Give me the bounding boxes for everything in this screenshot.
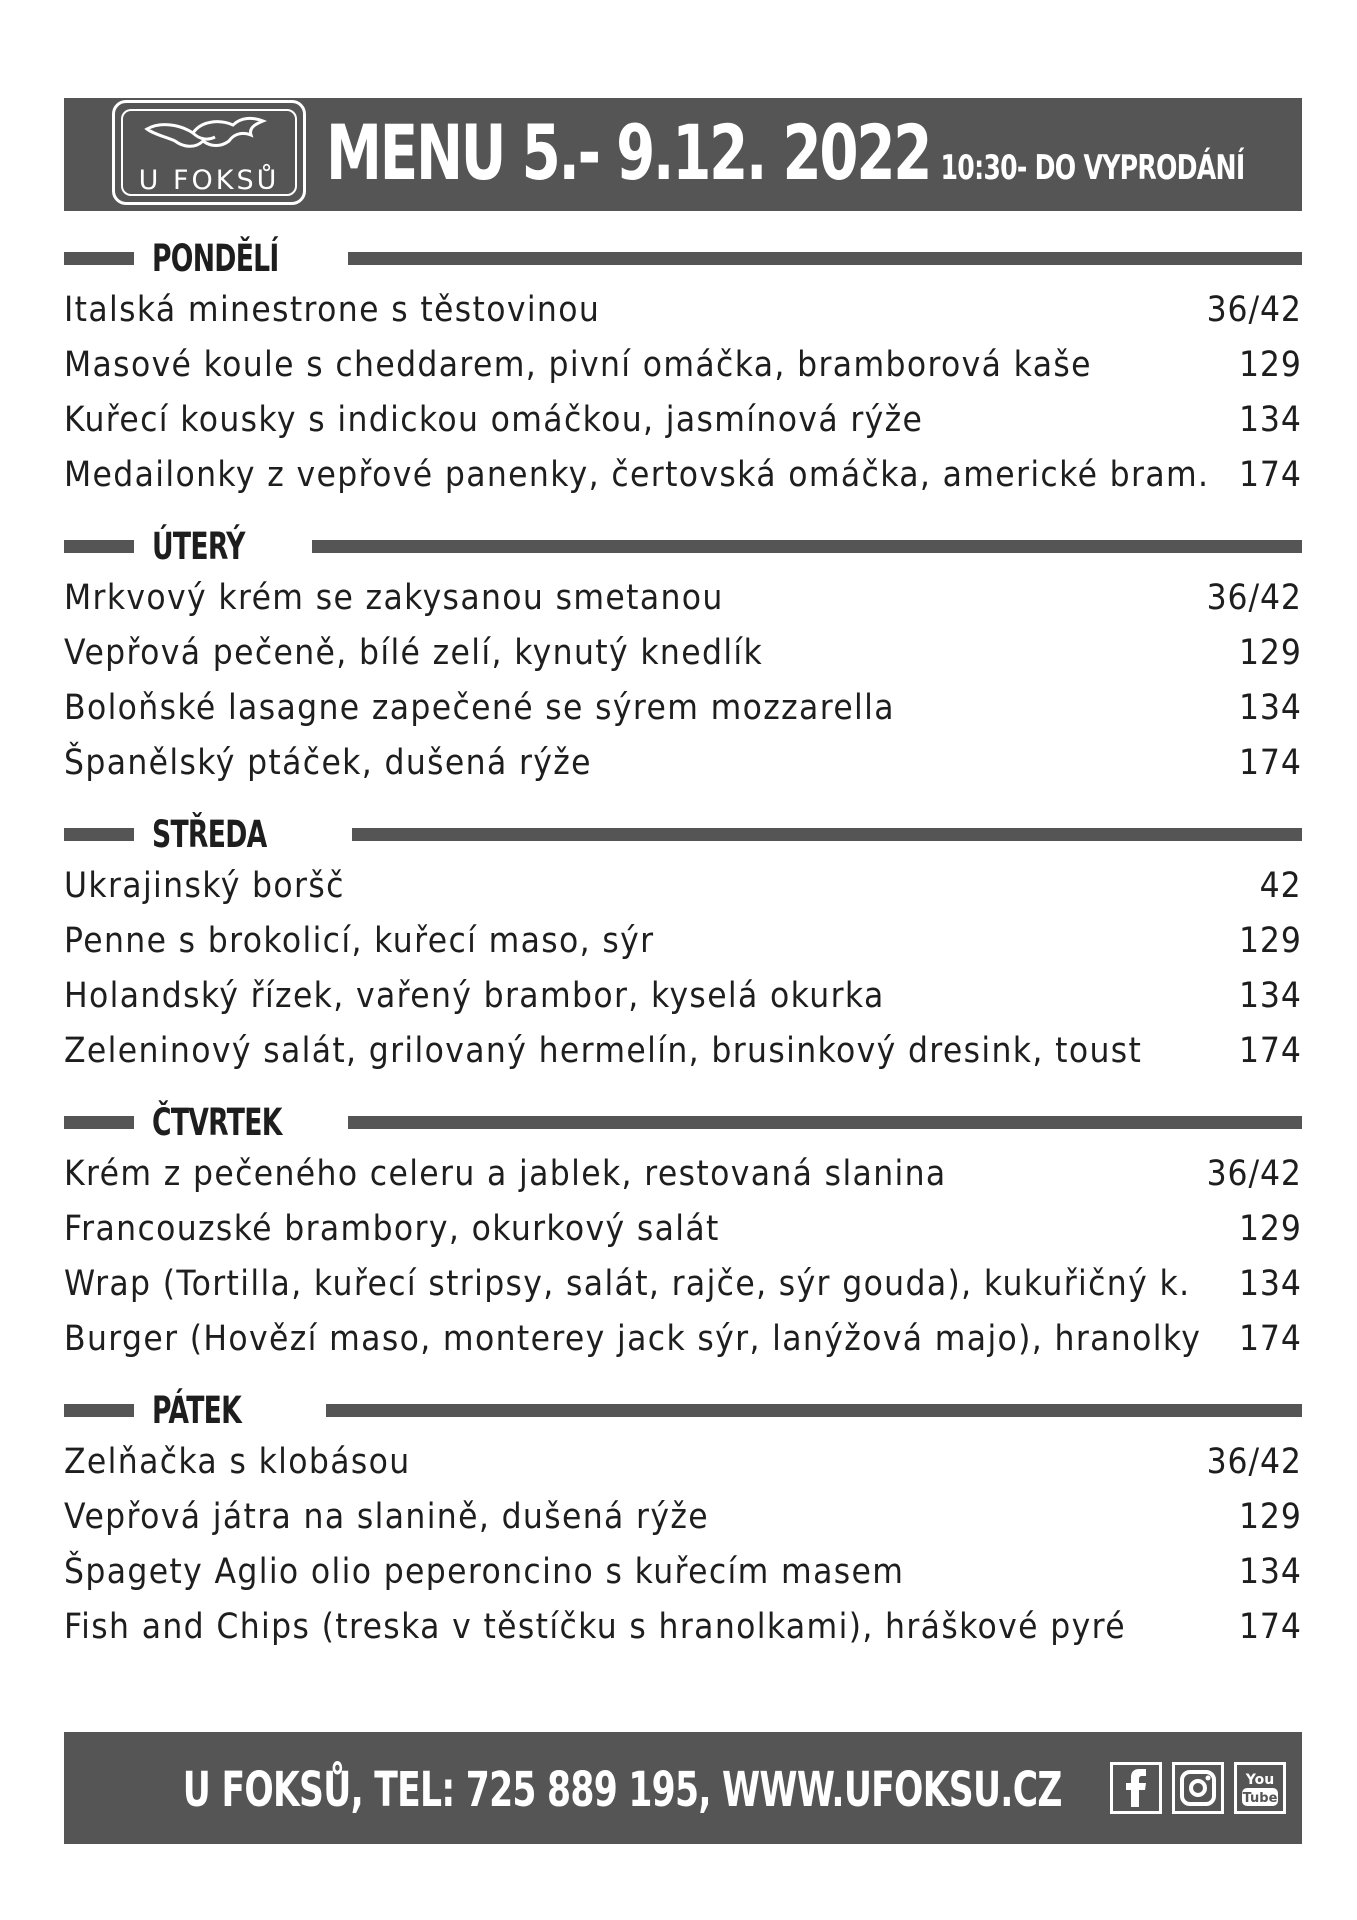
menu-item xyxy=(64,626,1302,680)
dish-name: Španělský ptáček, dušená rýže xyxy=(64,743,592,783)
dish-name: Masové koule s cheddarem, pivní omáčka, bramborová kaše xyxy=(64,345,1092,385)
dish-name: Boloňské lasagne zapečené se sýrem mozzarella xyxy=(64,688,895,728)
dish-price: 129 xyxy=(1239,345,1302,385)
dish-price: 174 xyxy=(1239,455,1302,495)
contact-info: U FOKSŮ, TEL: 725 889 195, WWW.UFOKSU.CZ xyxy=(183,1762,1062,1818)
dish-name: Mrkvový krém se zakysanou smetanou xyxy=(64,578,724,618)
divider-left xyxy=(64,828,134,841)
dish-price: 134 xyxy=(1239,1264,1302,1304)
dish-price: 174 xyxy=(1239,1031,1302,1071)
day-name: ÚTERÝ xyxy=(152,525,245,568)
youtube-icon-line2: Tube xyxy=(1242,1791,1278,1806)
menu-item xyxy=(64,914,1302,968)
logo-text: U FOKSŮ xyxy=(138,165,280,196)
dish-price: 174 xyxy=(1239,1607,1302,1647)
divider-left xyxy=(64,252,134,265)
dish-name: Penne s brokolicí, kuřecí maso, sýr xyxy=(64,921,655,961)
opening-hours: 10:30- DO VYPRODÁNÍ xyxy=(940,148,1245,188)
dish-price: 174 xyxy=(1239,1319,1302,1359)
dish-price: 129 xyxy=(1239,1497,1302,1537)
dish-price: 42 xyxy=(1260,866,1302,906)
dish-price: 129 xyxy=(1239,633,1302,673)
fox-icon xyxy=(141,111,271,163)
restaurant-logo xyxy=(112,100,306,205)
divider-left xyxy=(64,1404,134,1417)
menu-item xyxy=(64,1257,1302,1311)
dish-price: 36/42 xyxy=(1206,1442,1302,1482)
dish-price: 36/42 xyxy=(1206,1154,1302,1194)
divider-right xyxy=(348,252,1302,265)
day-name: PÁTEK xyxy=(152,1389,242,1432)
dish-price: 36/42 xyxy=(1206,290,1302,330)
menu-title xyxy=(326,108,1244,197)
dish-name: Wrap (Tortilla, kuřecí stripsy, salát, rajče, sýr gouda), kukuřičný k. xyxy=(64,1264,1191,1304)
dish-price: 134 xyxy=(1239,400,1302,440)
menu-item xyxy=(64,1024,1302,1078)
dish-name: Špagety Aglio olio peperoncino s kuřecím masem xyxy=(64,1552,905,1592)
divider-left xyxy=(64,1116,134,1129)
divider-right xyxy=(352,828,1302,841)
dish-name: Burger (Hovězí maso, monterey jack sýr, lanýžová majo), hranolky xyxy=(64,1319,1202,1359)
dish-name: Medailonky z vepřové panenky, čertovská omáčka, americké bram. xyxy=(64,455,1210,495)
divider-right xyxy=(312,540,1302,553)
menu-item xyxy=(64,1545,1302,1599)
divider-left xyxy=(64,540,134,553)
dish-price: 129 xyxy=(1239,1209,1302,1249)
menu-item xyxy=(64,338,1302,392)
menu-item xyxy=(64,571,1302,625)
menu-item xyxy=(64,283,1302,337)
menu-item xyxy=(64,1312,1302,1366)
dish-name: Zelňačka s klobásou xyxy=(64,1442,411,1482)
divider-right xyxy=(326,1404,1302,1417)
dish-price: 36/42 xyxy=(1206,578,1302,618)
dish-name: Krém z pečeného celeru a jablek, restovaná slanina xyxy=(64,1154,947,1194)
dish-price: 174 xyxy=(1239,743,1302,783)
menu-item xyxy=(64,448,1302,502)
youtube-icon[interactable] xyxy=(1234,1762,1286,1814)
divider-right xyxy=(348,1116,1302,1129)
day-name: STŘEDA xyxy=(152,813,267,856)
menu-item xyxy=(64,969,1302,1023)
day-header-4 xyxy=(64,1389,1302,1432)
menu-item xyxy=(64,1147,1302,1201)
dish-name: Vepřová játra na slanině, dušená rýže xyxy=(64,1497,709,1537)
menu-item xyxy=(64,736,1302,790)
menu-footer xyxy=(64,1732,1302,1844)
menu-item xyxy=(64,1202,1302,1256)
menu-header xyxy=(64,98,1302,211)
day-name: PONDĚLÍ xyxy=(152,237,279,280)
day-header-2 xyxy=(64,813,1302,856)
dish-name: Fish and Chips (treska v těstíčku s hranolkami), hráškové pyré xyxy=(64,1607,1126,1647)
menu-item xyxy=(64,859,1302,913)
day-header-1 xyxy=(64,525,1302,568)
dish-price: 134 xyxy=(1239,688,1302,728)
menu-item xyxy=(64,1490,1302,1544)
dish-name: Vepřová pečeně, bílé zelí, kynutý knedlík xyxy=(64,633,764,673)
dish-price: 134 xyxy=(1239,976,1302,1016)
dish-name: Ukrajinský boršč xyxy=(64,866,345,906)
dish-name: Kuřecí kousky s indickou omáčkou, jasmínová rýže xyxy=(64,400,924,440)
facebook-icon[interactable] xyxy=(1110,1762,1162,1814)
menu-item xyxy=(64,681,1302,735)
dish-price: 134 xyxy=(1239,1552,1302,1592)
menu-item xyxy=(64,1600,1302,1654)
dish-name: Francouzské brambory, okurkový salát xyxy=(64,1209,720,1249)
day-header-0 xyxy=(64,237,1302,280)
dish-name: Zeleninový salát, grilovaný hermelín, brusinkový dresink, toust xyxy=(64,1031,1143,1071)
menu-item xyxy=(64,1435,1302,1489)
youtube-icon-line1: You xyxy=(1245,1772,1275,1788)
dish-name: Holandský řízek, vařený brambor, kyselá okurka xyxy=(64,976,885,1016)
day-header-3 xyxy=(64,1101,1302,1144)
dish-price: 129 xyxy=(1239,921,1302,961)
menu-item xyxy=(64,393,1302,447)
instagram-icon[interactable] xyxy=(1172,1762,1224,1814)
day-name: ČTVRTEK xyxy=(152,1101,282,1144)
dish-name: Italská minestrone s těstovinou xyxy=(64,290,601,330)
menu-date-range: MENU 5.- 9.12. 2022 xyxy=(326,108,931,197)
